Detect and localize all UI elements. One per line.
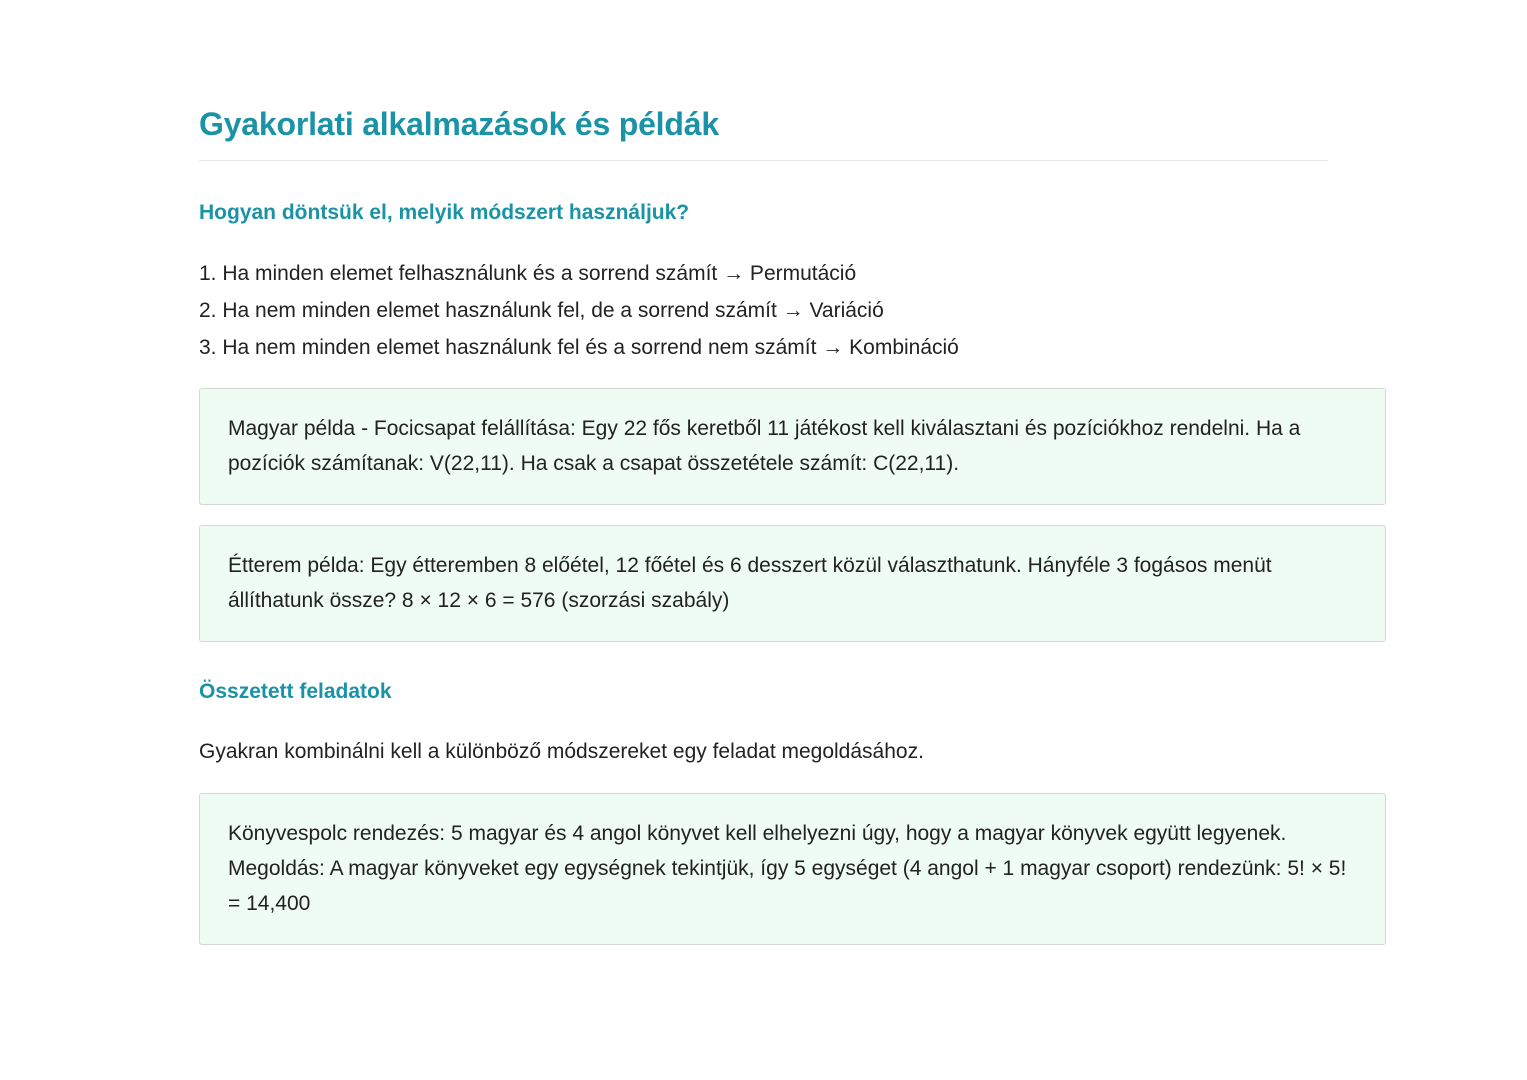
example-box-restaurant: Étterem példa: Egy étteremben 8 előétel, 12 főétel és 6 desszert közül választhatunk. Hányféle 3 fogásos menüt állíthatunk össze? 8 × 12 × 6 = 576 (szorzási szabály) (199, 525, 1386, 642)
content (199, 98, 1386, 945)
page-title: Gyakorlati alkalmazások és példák (199, 106, 719, 142)
rule-item-variation: 2. Ha nem minden elemet használunk fel, de a sorrend számít → Variáció (199, 299, 884, 322)
rule-item-permutation: 1. Ha minden elemet felhasználunk és a sorrend számít → Permutáció (199, 262, 857, 285)
section-heading-method-choice: Hogyan döntsük el, melyik módszert használjuk? (199, 201, 690, 224)
rule-item-combination: 3. Ha nem minden elemet használunk fel és a sorrend nem számít → Kombináció (199, 336, 959, 359)
example-box-bookshelf: Könyvespolc rendezés: 5 magyar és 4 angol könyvet kell elhelyezni úgy, hogy a magyar könyvek együtt legyenek. Megoldás: A magyar könyveket egy egységnek tekintjük, így 5 egységet (4 angol + 1 magyar csoport) rendezünk: 5! × 5! = 14,400 (199, 793, 1386, 945)
complex-tasks-paragraph: Gyakran kombinálni kell a különböző módszereket egy feladat megoldásához. (199, 740, 924, 763)
example-box-football: Magyar példa - Focicsapat felállítása: Egy 22 fős keretből 11 játékost kell kiválasztani és pozíciókhoz rendelni. Ha a pozíciók számítanak: V(22,11). Ha csak a csapat összetétele számít: C(22,11). (199, 388, 1386, 505)
title-divider (199, 160, 1328, 161)
section-heading-complex-tasks: Összetett feladatok (199, 680, 392, 703)
method-rules-list (199, 255, 1386, 366)
